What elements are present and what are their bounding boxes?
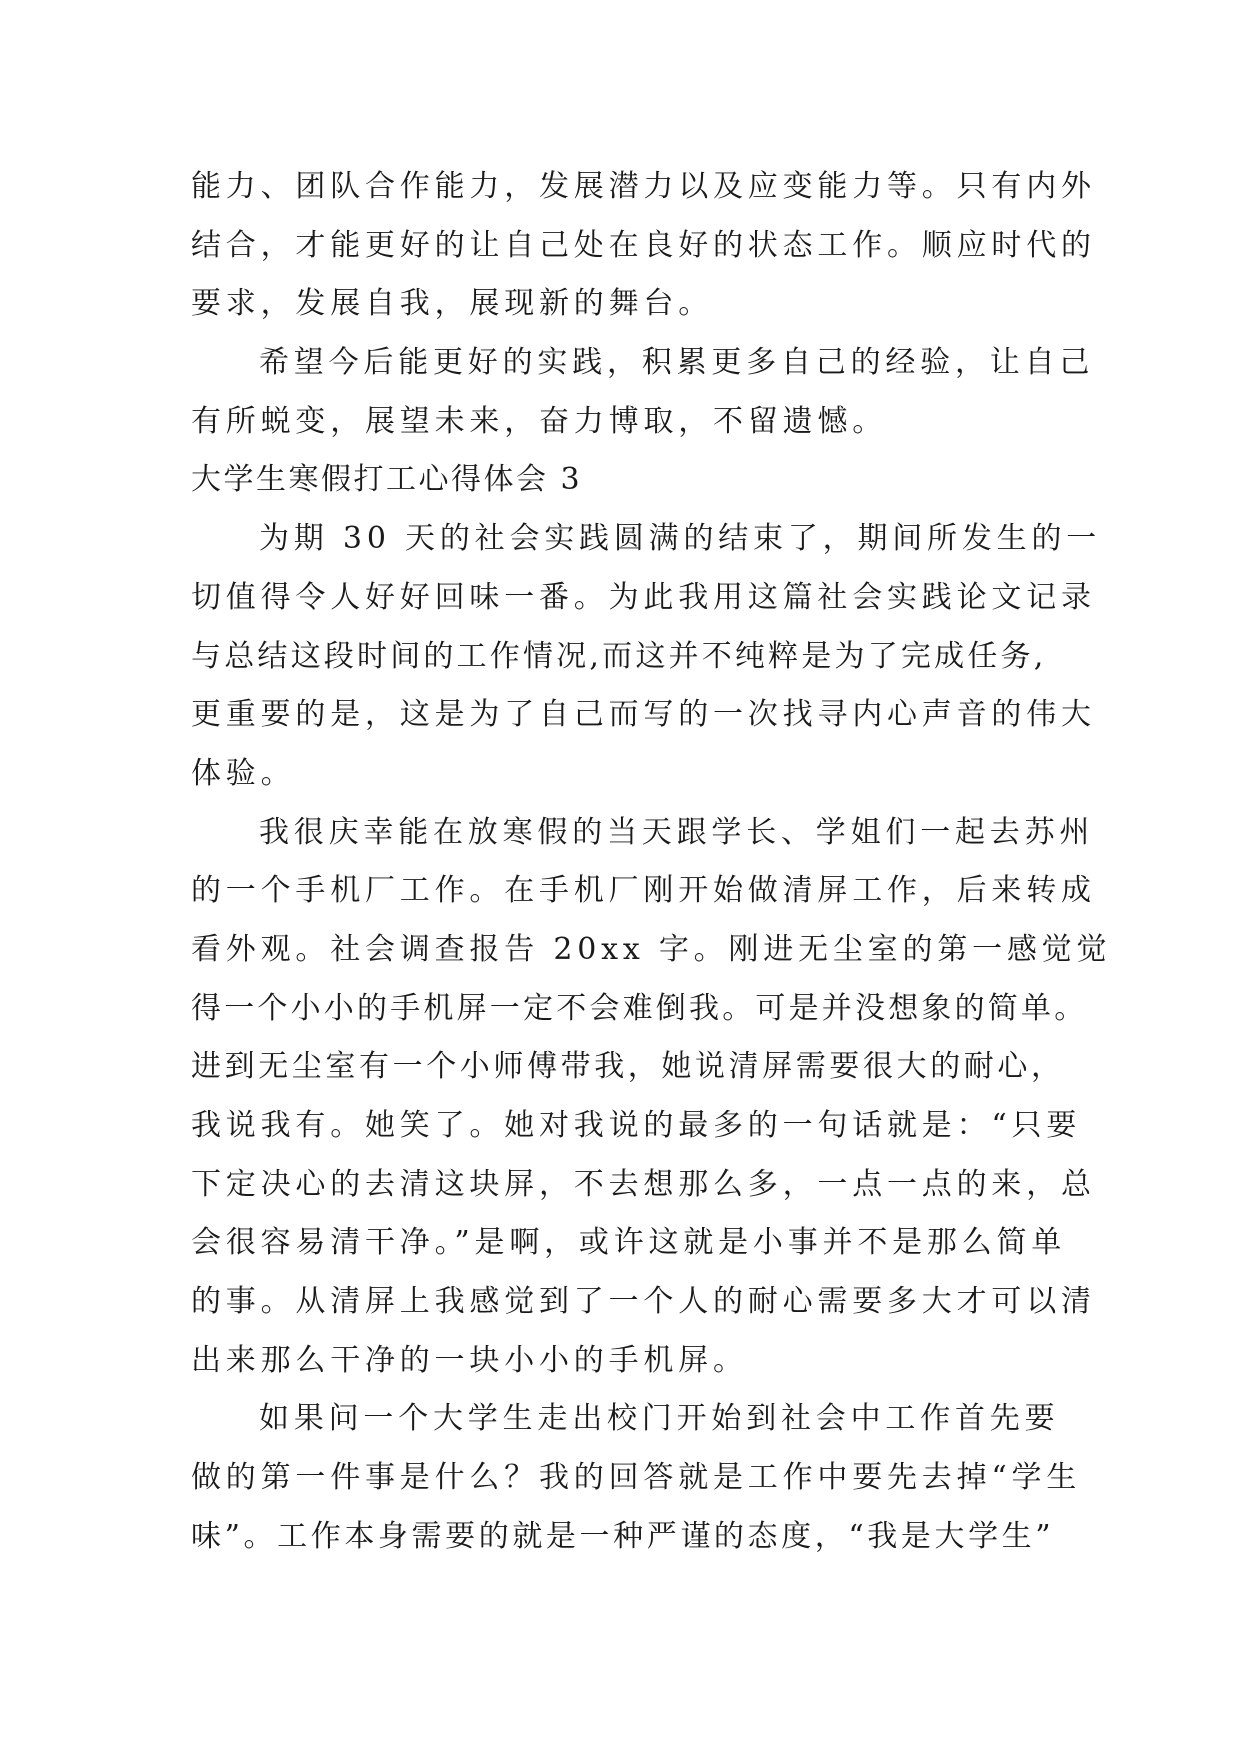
paragraph-first-line: 我很庆幸能在放寒假的当天跟学长、学姐们一起去苏州 [259, 814, 1095, 850]
text-line: 会很容易清干净。”是啊，或许这就是小事并不是那么简单 [191, 1225, 1067, 1261]
text-line: 味”。工作本身需要的就是一种严谨的态度，“我是大学生” [191, 1518, 1055, 1554]
paragraph-first-line: 希望今后能更好的实践，积累更多自己的经验，让自己 [259, 345, 1095, 381]
text-line: 得一个小小的手机屏一定不会难倒我。可是并没想象的简单。 [191, 990, 1088, 1026]
text-line: 要求，发展自我，展现新的舞台。 [191, 286, 713, 322]
text-line: 我说我有。她笑了。她对我说的最多的一句话就是：“只要 [191, 1108, 1082, 1143]
text-line: 下定决心的去清这块屏，不去想那么多，一点一点的来，总 [191, 1166, 1096, 1202]
text-line: 与总结这段时间的工作情况,而这并不纯粹是为了完成任务, [191, 638, 1047, 674]
document-page [191, 158, 1112, 1567]
paragraph-first-line: 为期 30 天的社会实践圆满的结束了，期间所发生的一 [259, 521, 1102, 557]
text-line: 有所蜕变，展望未来，奋力博取，不留遗憾。 [191, 403, 887, 439]
text-line: 的一个手机厂工作。在手机厂刚开始做清屏工作，后来转成 [191, 873, 1096, 909]
text-line: 体验。 [191, 755, 296, 791]
section-heading: 大学生寒假打工心得体会 3 [191, 462, 583, 498]
text-line: 更重要的是，这是为了自己而写的一次找寻内心声音的伟大 [191, 697, 1096, 733]
text-line: 出来那么干净的一块小小的手机屏。 [191, 1342, 748, 1378]
text-line: 能力、团队合作能力，发展潜力以及应变能力等。只有内外 [191, 169, 1096, 204]
text-line: 做的第一件事是什么？我的回答就是工作中要先去掉“学生 [191, 1460, 1082, 1496]
text-line: 切值得令人好好回味一番。为此我用这篇社会实践论文记录 [191, 579, 1096, 615]
text-line: 结合，才能更好的让自己处在良好的状态工作。顺应时代的 [191, 227, 1096, 263]
paragraph-first-line: 如果问一个大学生走出校门开始到社会中工作首先要 [259, 1401, 1060, 1437]
text-line: 看外观。社会调查报告 20xx 字。刚进无尘室的第一感觉觉 [191, 931, 1112, 967]
text-line: 进到无尘室有一个小师傅带我，她说清屏需要很大的耐心， [191, 1049, 1065, 1085]
text-line: 的事。从清屏上我感觉到了一个人的耐心需要多大才可以清 [191, 1284, 1096, 1320]
